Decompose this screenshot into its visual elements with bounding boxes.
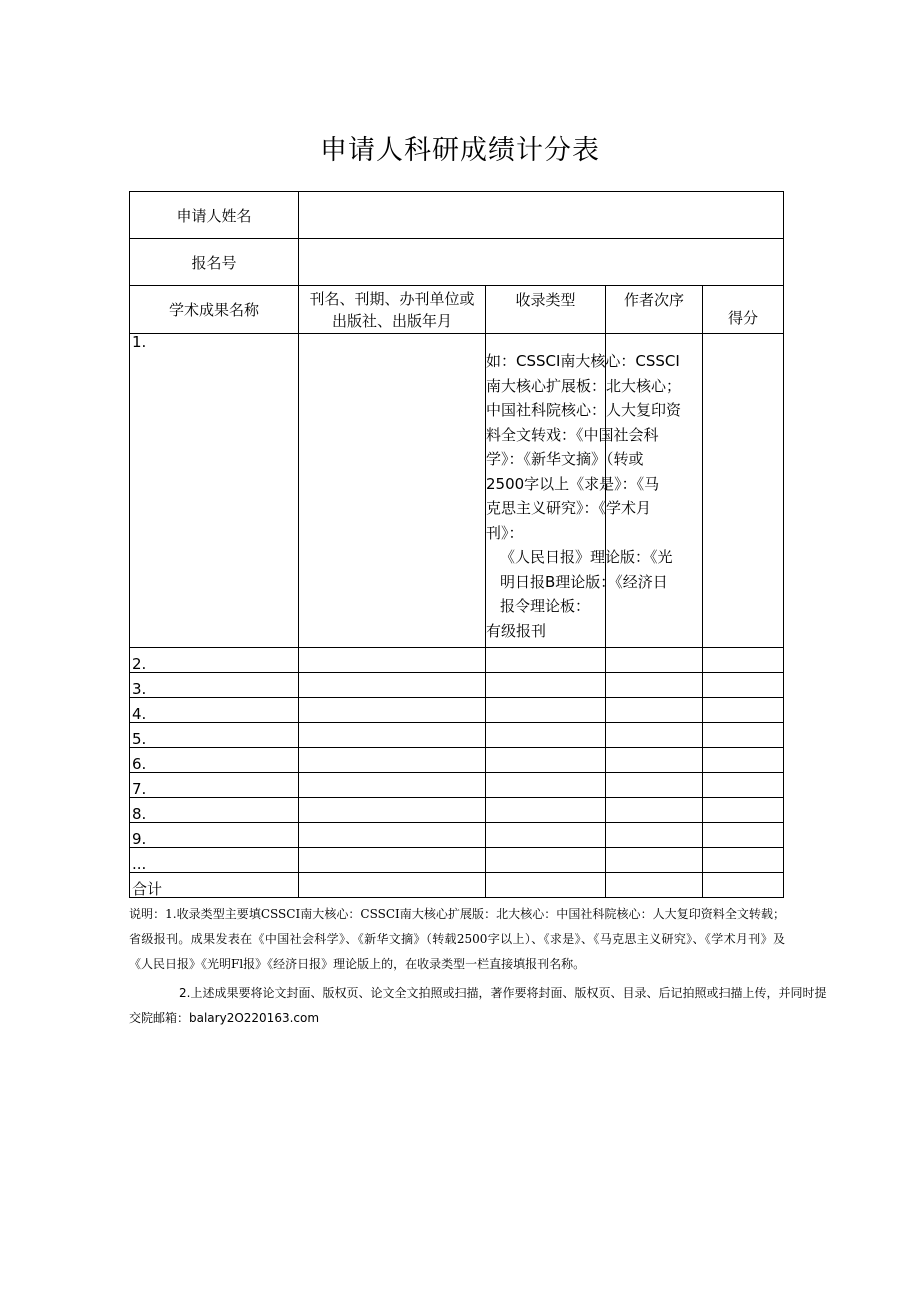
- indexing-type-cell[interactable]: [486, 798, 606, 823]
- publication-cell[interactable]: [299, 798, 486, 823]
- hint-line: 南大核心扩展板：北大核心；: [486, 376, 682, 395]
- indexing-type-hint[interactable]: [486, 334, 682, 648]
- page-title: 申请人科研成绩计分表: [320, 135, 600, 166]
- table-row: [130, 648, 784, 673]
- publication-cell[interactable]: [299, 334, 486, 648]
- publication-cell[interactable]: [299, 673, 486, 698]
- row-number: 3.: [130, 673, 299, 698]
- header-author-order: 作者次序: [606, 286, 703, 334]
- author-order-cell[interactable]: [606, 798, 703, 823]
- table-row: [130, 773, 784, 798]
- column-header-row: [130, 286, 784, 334]
- registration-no-row: [130, 239, 784, 286]
- hint-line: 《人民日报》理论版：《光: [500, 548, 673, 566]
- row-number: 9.: [130, 823, 299, 848]
- note-1: 说明：1.收录类型主要填CSSCI南大核心：CSSCI南大核心扩展版：北大核心：中国社科院核心：人大复印资料全文转载；省级报刊。成果发表在《中国社会科学》、《新华文摘》（转载2500字以上）、《求是》、《马克思主义研究》、《学术月刊》及《人民日报》《光明Fl报》《经济日报》理论版上的，在收录类型一栏直接填报刊名称。: [129, 907, 785, 971]
- header-indexing-type: 收录类型: [486, 286, 606, 334]
- score-cell[interactable]: [703, 723, 784, 748]
- author-order-cell[interactable]: [606, 748, 703, 773]
- header-score: 得分: [703, 286, 784, 334]
- hint-line: 报令理论板：: [500, 597, 591, 615]
- table-row: [130, 823, 784, 848]
- header-publication: [299, 286, 486, 334]
- row-number: ...: [130, 848, 299, 873]
- registration-no-field[interactable]: [299, 239, 784, 286]
- row-number: 6.: [130, 748, 299, 773]
- header-achievement-name: 学术成果名称: [130, 286, 299, 334]
- row-number: 5.: [130, 723, 299, 748]
- note-2-line-2: 交院邮箱：balary2O220163.com: [129, 1011, 320, 1025]
- publication-cell[interactable]: [299, 773, 486, 798]
- score-cell[interactable]: [703, 334, 784, 648]
- note-2: [129, 981, 827, 1031]
- hint-line: 有级报刊: [486, 621, 547, 640]
- total-publication-cell[interactable]: [299, 873, 486, 898]
- author-order-cell[interactable]: [606, 773, 703, 798]
- row-number: 2.: [130, 648, 299, 673]
- applicant-name-field[interactable]: [299, 192, 784, 239]
- publication-cell[interactable]: [299, 723, 486, 748]
- indexing-type-cell[interactable]: [486, 773, 606, 798]
- table-row: [130, 698, 784, 723]
- author-order-cell[interactable]: [606, 648, 703, 673]
- table-row: [130, 723, 784, 748]
- row-number: 4.: [130, 698, 299, 723]
- publication-cell[interactable]: [299, 698, 486, 723]
- indexing-type-cell[interactable]: [486, 823, 606, 848]
- header-publication-line2: 出版社、出版年月: [331, 311, 452, 330]
- applicant-name-row: [130, 192, 784, 239]
- hint-line: 克思主义研究》：《学术月: [486, 499, 652, 517]
- author-order-cell[interactable]: [606, 848, 703, 873]
- publication-cell[interactable]: [299, 648, 486, 673]
- score-cell[interactable]: [703, 823, 784, 848]
- score-table: [129, 191, 784, 898]
- score-cell[interactable]: [703, 673, 784, 698]
- applicant-name-label: 申请人姓名: [130, 192, 299, 239]
- author-order-cell[interactable]: [606, 673, 703, 698]
- row-number: 1.: [130, 334, 299, 648]
- indexing-type-cell[interactable]: [486, 748, 606, 773]
- author-order-cell[interactable]: [606, 698, 703, 723]
- total-author-order-cell[interactable]: [606, 873, 703, 898]
- note-2-line-1: 2.上述成果要将论文封面、版权页、论文全文拍照或扫描，著作要将封面、版权页、目录、后记拍照或扫描上传，并同时提: [179, 986, 827, 1000]
- publication-cell[interactable]: [299, 748, 486, 773]
- row-number: 8.: [130, 798, 299, 823]
- author-order-cell[interactable]: [606, 723, 703, 748]
- indexing-type-cell[interactable]: [486, 698, 606, 723]
- hint-line: 中国社科院核心：人大复印资: [486, 401, 682, 419]
- table-row: [130, 798, 784, 823]
- author-order-cell[interactable]: [606, 823, 703, 848]
- indexing-type-cell[interactable]: [486, 673, 606, 698]
- hint-line: 学》：《新华文摘》（转或: [486, 450, 644, 468]
- notes: [129, 902, 827, 1031]
- score-cell[interactable]: [703, 798, 784, 823]
- table-row: [130, 334, 784, 648]
- score-cell[interactable]: [703, 848, 784, 873]
- total-indexing-cell[interactable]: [486, 873, 606, 898]
- table-row: [130, 848, 784, 873]
- hint-line: 明日报B理论版：《经济日: [500, 572, 668, 591]
- score-cell[interactable]: [703, 773, 784, 798]
- hint-line: 刊》：: [486, 523, 524, 542]
- table-row: [130, 748, 784, 773]
- hint-line: 如：CSSCI南大核心：CSSCI: [486, 352, 680, 370]
- score-cell[interactable]: [703, 698, 784, 723]
- total-label: 合计: [130, 873, 299, 898]
- registration-no-label: 报名号: [130, 239, 299, 286]
- header-publication-line1: 刊名、刊期、办刊单位或: [309, 289, 475, 308]
- total-row: [130, 873, 784, 898]
- indexing-type-cell[interactable]: [486, 723, 606, 748]
- hint-line: 料全文转戏：《中国社会科: [486, 425, 659, 444]
- publication-cell[interactable]: [299, 848, 486, 873]
- hint-line: 2500字以上《求是》：《马: [486, 474, 660, 493]
- indexing-type-cell[interactable]: [486, 848, 606, 873]
- row-number: 7.: [130, 773, 299, 798]
- score-cell[interactable]: [703, 748, 784, 773]
- total-score-cell[interactable]: [703, 873, 784, 898]
- score-cell[interactable]: [703, 648, 784, 673]
- publication-cell[interactable]: [299, 823, 486, 848]
- table-row: [130, 673, 784, 698]
- indexing-type-cell[interactable]: [486, 648, 606, 673]
